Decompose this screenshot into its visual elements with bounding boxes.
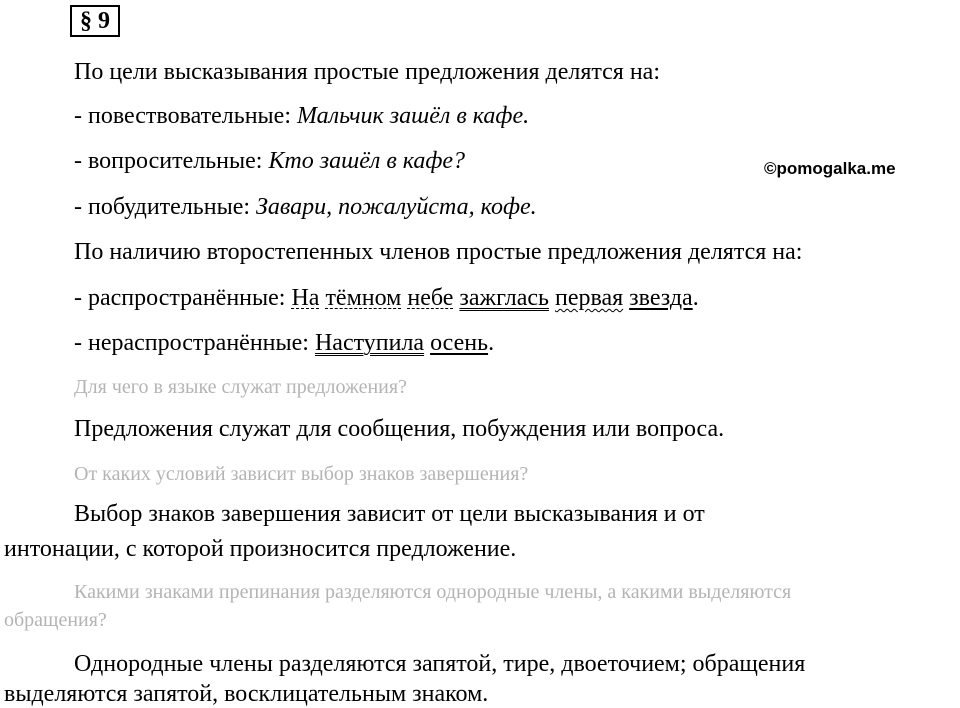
imperative-example: Завари, пожалуйста, кофе.: [256, 194, 537, 220]
non-extended-label: - нераспространённые:: [74, 330, 315, 356]
answer-1: Предложения служат для сообщения, побуждения или вопроса.: [74, 416, 725, 442]
interrogative-line: [74, 147, 465, 175]
narrative-example: Мальчик зашёл в кафе.: [296, 103, 530, 129]
question-2: От каких условий зависит выбор знаков завершения?: [74, 463, 529, 485]
answer-3-line-2: выделяются запятой, восклицательным знаком.: [4, 681, 489, 707]
answer-3-line-1: Однородные члены разделяются запятой, тире, двоеточием; обращения: [74, 651, 806, 677]
section-number: § 9: [70, 5, 120, 37]
parsed-word-circumstance: тёмном: [325, 285, 402, 311]
interrogative-label: - вопросительные:: [74, 148, 269, 174]
parsed-word-attribute: первая: [554, 285, 624, 311]
imperative-line: [74, 193, 537, 221]
interrogative-example: Кто зашёл в кафе?: [268, 148, 466, 174]
question-3-line-1: Какими знаками препинания разделяются однородные члены, а какими выделяются: [74, 581, 792, 603]
non-extended-end: .: [488, 330, 495, 356]
parsed-word-subject: осень: [430, 330, 489, 356]
extended-label: - распространённые:: [74, 285, 292, 311]
parsed-word-circumstance: небе: [407, 285, 454, 311]
question-1: Для чего в языке служат предложения?: [74, 376, 407, 398]
answer-2-line-1: Выбор знаков завершения зависит от цели высказывания и от: [74, 501, 705, 527]
parsed-word-circumstance: На: [291, 285, 320, 311]
parsed-word-predicate: Наступила: [314, 330, 425, 356]
parsed-word-predicate: зажглась: [459, 285, 549, 311]
parsed-word-subject: звезда: [629, 285, 693, 311]
extended-line: [74, 284, 699, 312]
narrative-line: [74, 102, 529, 130]
imperative-label: - побудительные:: [74, 194, 257, 220]
narrative-label: - повествовательные:: [74, 103, 297, 129]
answer-2-line-2: интонации, с которой произносится предложение.: [4, 536, 517, 562]
intro-members: По наличию второстепенных членов простые предложения делятся на:: [74, 239, 803, 265]
intro-purpose: По цели высказывания простые предложения делятся на:: [74, 59, 660, 85]
non-extended-line: [74, 329, 494, 357]
extended-end: .: [692, 285, 699, 311]
question-3-line-2: обращения?: [4, 609, 107, 631]
watermark: ©pomogalka.me: [764, 159, 896, 178]
